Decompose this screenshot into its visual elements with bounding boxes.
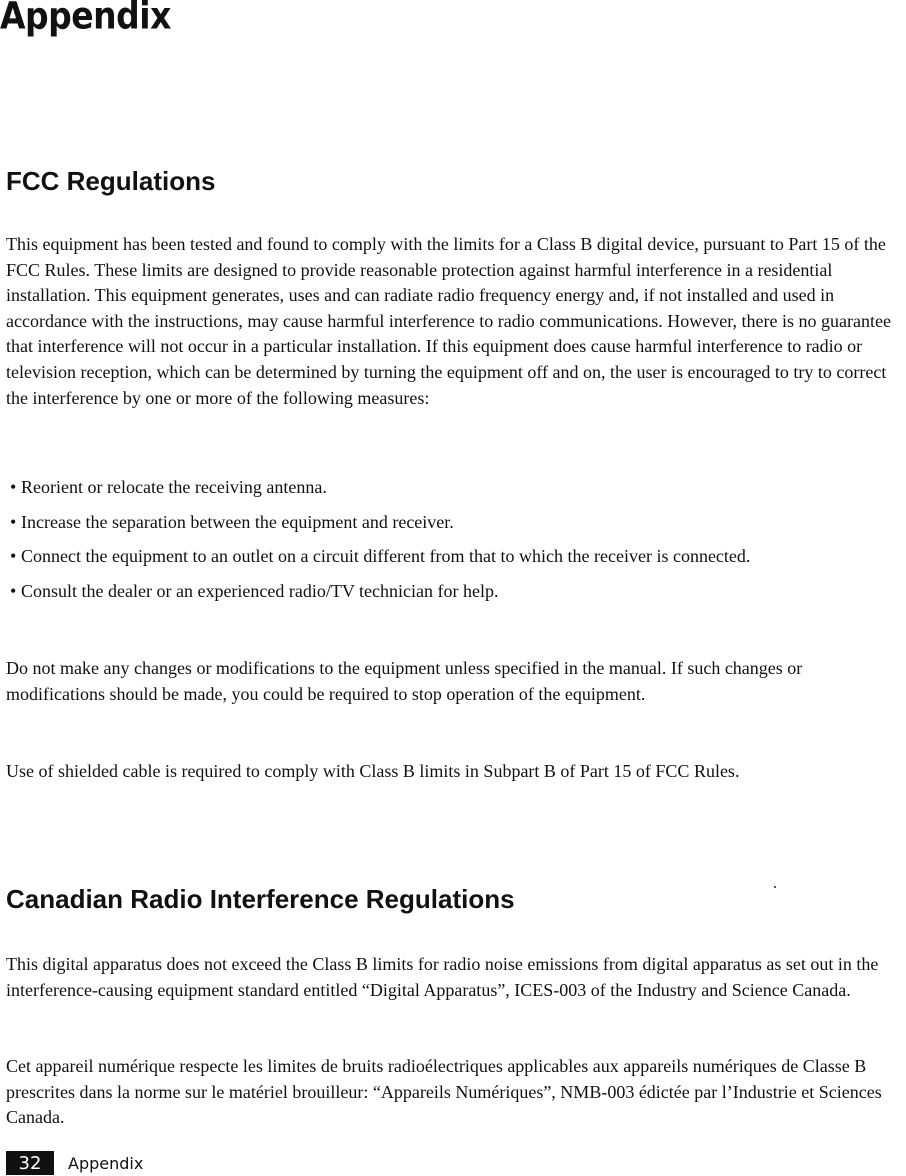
cable-paragraph: Use of shielded cable is required to comply with Class B limits in Subpart B of Part 15 of FCC Rules. [6,761,740,781]
list-item: • Reorient or relocate the receiving antenna. [6,475,898,501]
fcc-changes [6,656,898,707]
fcc-body [6,232,898,411]
page-title: Appendix [0,0,171,38]
changes-paragraph: Do not make any changes or modifications to the equipment unless specified in the manual. If such changes or modifications should be made, you could be required to stop operation of the equipment. [6,658,803,704]
canada-french-paragraph: Cet appareil numérique respecte les limites de bruits radioélectriques applicables aux appareils numériques de Classe B prescrites dans la norme sur le matériel brouilleur: “Appareils Numériques”, NMB-003 édictée par l’Industrie et Sciences Canada. [6,1056,882,1128]
bullet-icon: • [10,546,17,567]
fcc-section [6,166,898,196]
fcc-cable [6,759,898,785]
fcc-intro-paragraph: This equipment has been tested and found to comply with the limits for a Class B digital device, pursuant to Part 15 of the FCC Rules. These limits are designed to provide reasonable protection against harmful interference in a residential installation. This equipment generates, uses and can radiate radio frequency energy and, if not installed and used in accordance with the instructions, may cause harmful interference to radio communications. However, there is no guarantee that interference will not occur in a particular installation. If this equipment does cause harmful interference to radio or television reception, which can be determined by turning the equipment off and on, the user is encouraged to try to correct the interference by one or more of the following measures: [6,234,891,408]
canada-section [6,884,898,914]
bullet-icon: • [10,511,17,532]
page-number-badge: 32 [6,1151,54,1175]
fcc-measures [6,475,898,613]
bullet-icon: • [10,580,17,601]
measures-list [6,475,898,604]
list-item: • Consult the dealer or an experienced radio/TV technician for help. [6,579,898,605]
canada-heading: Canadian Radio Interference Regulations [6,884,515,914]
list-item: • Connect the equipment to an outlet on a circuit different from that to which the receiver is connected. [6,544,898,570]
canada-french [6,1054,898,1131]
fcc-heading: FCC Regulations [6,166,216,196]
canada-english-paragraph: This digital apparatus does not exceed the Class B limits for radio noise emissions from digital apparatus as set out in the interference-causing equipment standard entitled “Digital Apparatus”, ICES-003 of the Industry and Science Canada. [6,954,879,1000]
page-footer [6,1150,143,1176]
footer-label: Appendix [68,1153,144,1173]
list-item: • Increase the separation between the equipment and receiver. [6,510,898,536]
canada-english [6,952,898,1003]
bullet-icon: • [10,477,17,497]
